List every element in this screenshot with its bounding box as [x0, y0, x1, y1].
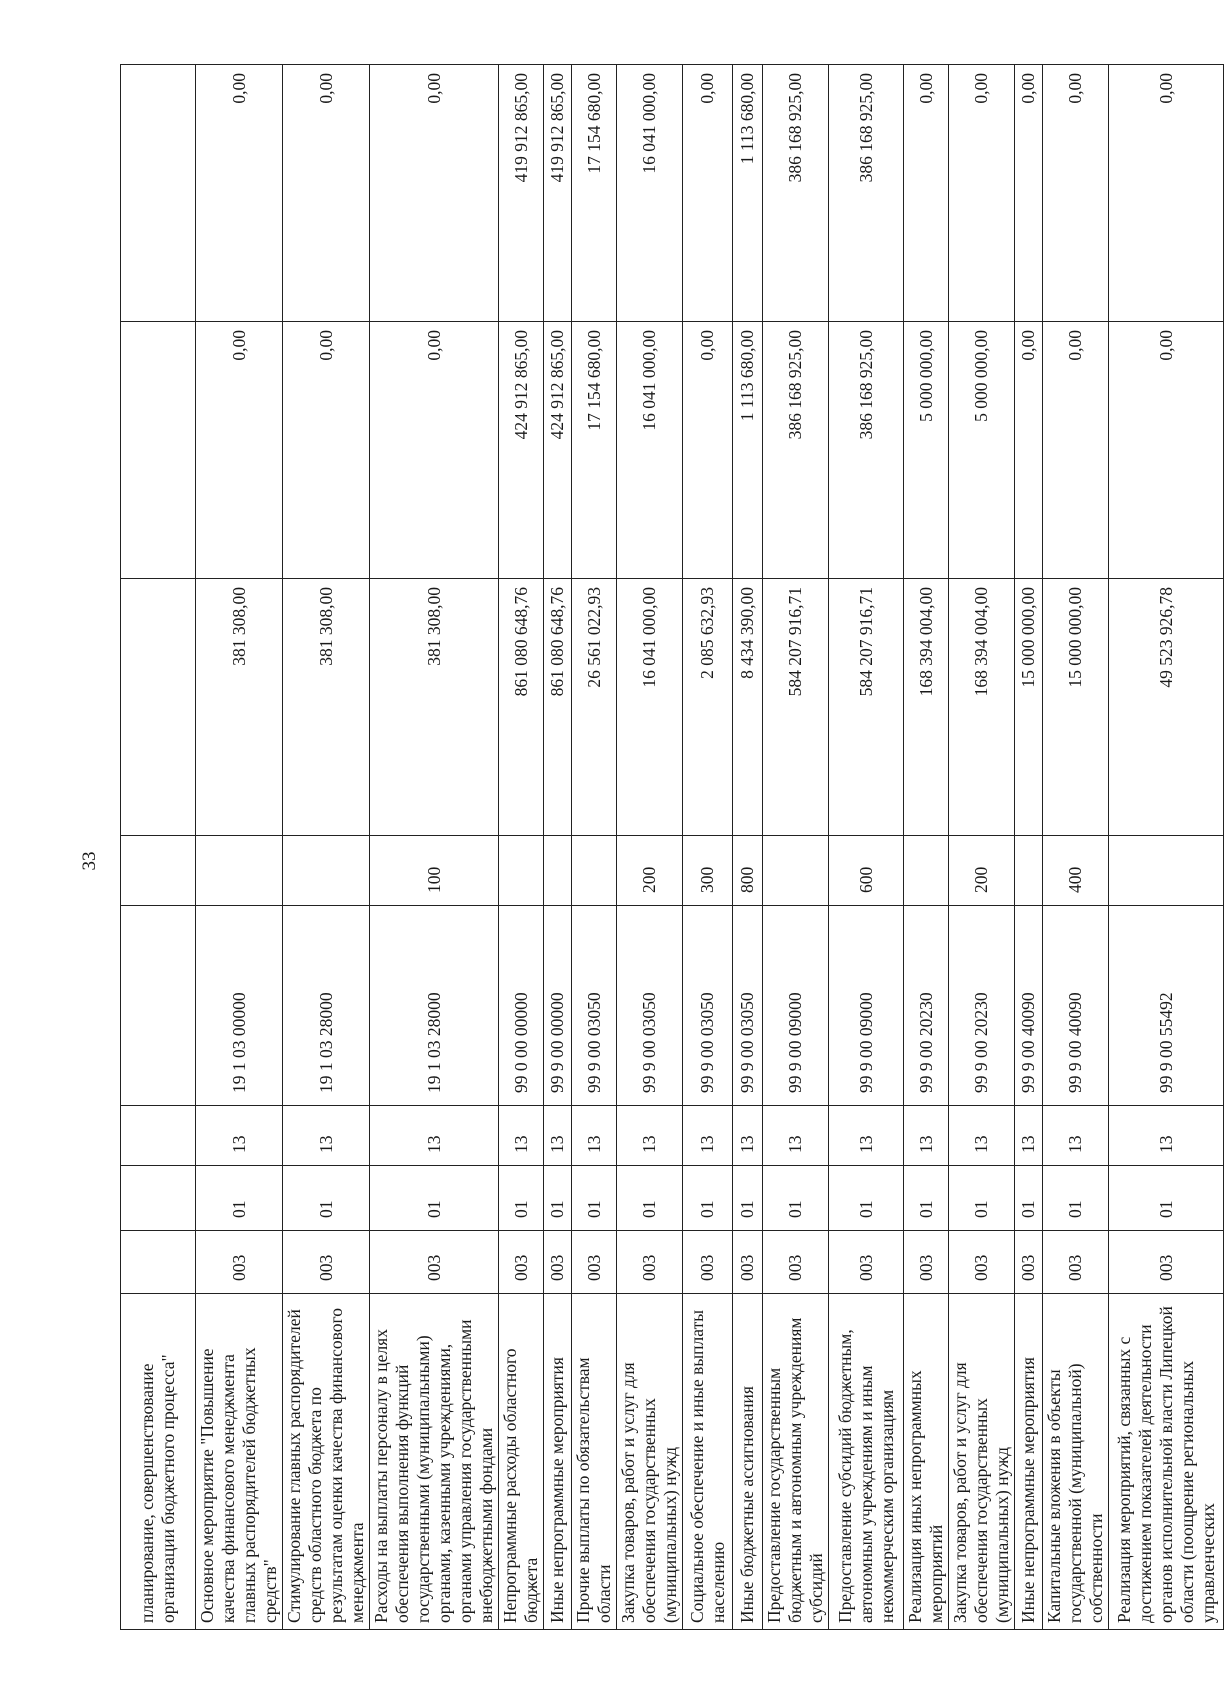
cell-admin: 003 [683, 1231, 733, 1294]
cell-sum1: 8 434 390,00 [733, 579, 763, 836]
cell-admin: 003 [544, 1231, 572, 1294]
cell-admin: 003 [617, 1231, 683, 1294]
table-row [829, 65, 904, 1630]
cell-name: Основное мероприятие "Повышение качества финансового менеджмента главных распорядителей бюджетных средств" [196, 1294, 283, 1630]
table-row [370, 65, 499, 1630]
cell-subsection: 13 [370, 1106, 499, 1166]
table-row [763, 65, 829, 1630]
cell-subsection: 13 [829, 1106, 904, 1166]
cell-sum1: 584 207 916,71 [763, 579, 829, 836]
cell-exp-type [1015, 836, 1043, 906]
cell-admin: 003 [733, 1231, 763, 1294]
cell-sum3: 0,00 [196, 65, 283, 322]
cell-section: 01 [370, 1166, 499, 1231]
cell-sum2: 5 000 000,00 [949, 322, 1015, 579]
cell-subsection: 13 [1015, 1106, 1043, 1166]
cell-admin [121, 1231, 196, 1294]
cell-section: 01 [499, 1166, 544, 1231]
cell-name: Иные бюджетные ассигнования [733, 1294, 763, 1630]
cell-sum1: 381 308,00 [196, 579, 283, 836]
cell-target: 19 1 03 00000 [196, 906, 283, 1106]
cell-sum1: 861 080 648,76 [499, 579, 544, 836]
cell-name: Закупка товаров, работ и услуг для обеспечения государственных (муниципальных) нужд [949, 1294, 1015, 1630]
cell-target: 99 9 00 03050 [733, 906, 763, 1106]
budget-table [120, 64, 1224, 1630]
cell-target [121, 906, 196, 1106]
cell-section: 01 [904, 1166, 949, 1231]
table-row [617, 65, 683, 1630]
cell-section: 01 [544, 1166, 572, 1231]
table-row [1015, 65, 1043, 1630]
cell-exp-type [499, 836, 544, 906]
cell-target: 19 1 03 28000 [283, 906, 370, 1106]
cell-admin: 003 [1043, 1231, 1109, 1294]
cell-sum2 [121, 322, 196, 579]
cell-sum3: 0,00 [1015, 65, 1043, 322]
table-row [904, 65, 949, 1630]
cell-name: Реализация мероприятий, связанных с достижением показателей деятельности органов исполнительной власти Липецкой области (поощрение региональных управленческих [1109, 1294, 1224, 1630]
cell-admin: 003 [370, 1231, 499, 1294]
cell-subsection: 13 [763, 1106, 829, 1166]
cell-target: 19 1 03 28000 [370, 906, 499, 1106]
cell-sum2: 0,00 [683, 322, 733, 579]
cell-sum3: 1 113 680,00 [733, 65, 763, 322]
cell-name: Расходы на выплаты персоналу в целях обеспечения выполнения функций государственными (муниципальными) органами, казенными учреждениями, органами управления государственными внебюджетными фондами [370, 1294, 499, 1630]
cell-sum2: 1 113 680,00 [733, 322, 763, 579]
cell-name: Закупка товаров, работ и услуг для обеспечения государственных (муниципальных) нужд [617, 1294, 683, 1630]
cell-subsection: 13 [1109, 1106, 1224, 1166]
cell-sum2: 0,00 [196, 322, 283, 579]
cell-sum2: 17 154 680,00 [572, 322, 617, 579]
cell-subsection: 13 [733, 1106, 763, 1166]
cell-admin: 003 [904, 1231, 949, 1294]
table-row [1043, 65, 1109, 1630]
cell-sum3: 0,00 [683, 65, 733, 322]
cell-sum3: 0,00 [1109, 65, 1224, 322]
cell-name: Прочие выплаты по обязательствам области [572, 1294, 617, 1630]
cell-sum1: 2 085 632,93 [683, 579, 733, 836]
cell-sum1: 26 561 022,93 [572, 579, 617, 836]
cell-sum3: 386 168 925,00 [829, 65, 904, 322]
cell-exp-type: 100 [370, 836, 499, 906]
cell-sum2: 0,00 [1015, 322, 1043, 579]
cell-name: Стимулирование главных распорядителей средств областного бюджета по результатам оценки качества финансового менеджмента [283, 1294, 370, 1630]
cell-admin: 003 [1015, 1231, 1043, 1294]
cell-sum1: 15 000 000,00 [1015, 579, 1043, 836]
cell-sum2: 5 000 000,00 [904, 322, 949, 579]
cell-exp-type [763, 836, 829, 906]
table-row [733, 65, 763, 1630]
cell-sum2: 424 912 865,00 [544, 322, 572, 579]
cell-exp-type: 200 [617, 836, 683, 906]
cell-target: 99 9 00 00000 [544, 906, 572, 1106]
cell-section: 01 [1015, 1166, 1043, 1231]
cell-subsection: 13 [544, 1106, 572, 1166]
table-body [121, 65, 1224, 1630]
cell-exp-type: 200 [949, 836, 1015, 906]
cell-sum3: 0,00 [283, 65, 370, 322]
cell-admin: 003 [196, 1231, 283, 1294]
cell-name: Непрограммные расходы областного бюджета [499, 1294, 544, 1630]
cell-sum2: 386 168 925,00 [829, 322, 904, 579]
table-row [283, 65, 370, 1630]
cell-admin: 003 [1109, 1231, 1224, 1294]
cell-section: 01 [196, 1166, 283, 1231]
cell-name: Социальное обеспечение и иные выплаты населению [683, 1294, 733, 1630]
cell-target: 99 9 00 55492 [1109, 906, 1224, 1106]
cell-subsection: 13 [683, 1106, 733, 1166]
cell-exp-type [904, 836, 949, 906]
cell-name: Предоставление государственным бюджетным и автономным учреждениям субсидий [763, 1294, 829, 1630]
cell-section: 01 [1109, 1166, 1224, 1231]
cell-exp-type [196, 836, 283, 906]
cell-subsection: 13 [196, 1106, 283, 1166]
table-row [121, 65, 196, 1630]
cell-name: планирование, совершенствование организации бюджетного процесса" [121, 1294, 196, 1630]
table-row [683, 65, 733, 1630]
cell-name: Предоставление субсидий бюджетным, автономным учреждениям и иным некоммерческим организациям [829, 1294, 904, 1630]
cell-exp-type: 600 [829, 836, 904, 906]
table-row [544, 65, 572, 1630]
cell-subsection: 13 [283, 1106, 370, 1166]
cell-subsection: 13 [617, 1106, 683, 1166]
cell-section: 01 [572, 1166, 617, 1231]
cell-name: Иные непрограммные мероприятия [544, 1294, 572, 1630]
cell-target: 99 9 00 20230 [904, 906, 949, 1106]
cell-admin: 003 [829, 1231, 904, 1294]
table-row [196, 65, 283, 1630]
cell-sum3: 0,00 [949, 65, 1015, 322]
cell-name: Капитальные вложения в объекты государственной (муниципальной) собственности [1043, 1294, 1109, 1630]
cell-target: 99 9 00 03050 [617, 906, 683, 1106]
cell-sum2: 0,00 [283, 322, 370, 579]
cell-target: 99 9 00 40090 [1015, 906, 1043, 1106]
cell-exp-type [1109, 836, 1224, 906]
table-row [1109, 65, 1224, 1630]
cell-sum3: 16 041 000,00 [617, 65, 683, 322]
cell-subsection: 13 [572, 1106, 617, 1166]
cell-target: 99 9 00 09000 [829, 906, 904, 1106]
cell-sum3: 419 912 865,00 [544, 65, 572, 322]
cell-section: 01 [829, 1166, 904, 1231]
cell-admin: 003 [283, 1231, 370, 1294]
cell-sum2: 424 912 865,00 [499, 322, 544, 579]
cell-sum3: 0,00 [1043, 65, 1109, 322]
cell-section: 01 [763, 1166, 829, 1231]
cell-subsection: 13 [949, 1106, 1015, 1166]
table-row [572, 65, 617, 1630]
cell-sum2: 0,00 [370, 322, 499, 579]
cell-sum1 [121, 579, 196, 836]
cell-section: 01 [283, 1166, 370, 1231]
cell-sum1: 584 207 916,71 [829, 579, 904, 836]
cell-sum2: 386 168 925,00 [763, 322, 829, 579]
cell-sum3: 386 168 925,00 [763, 65, 829, 322]
cell-section: 01 [617, 1166, 683, 1231]
page-number: 33 [79, 851, 100, 871]
cell-sum3: 0,00 [904, 65, 949, 322]
cell-section: 01 [683, 1166, 733, 1231]
cell-sum2: 16 041 000,00 [617, 322, 683, 579]
cell-sum1: 381 308,00 [283, 579, 370, 836]
cell-sum1: 16 041 000,00 [617, 579, 683, 836]
cell-target: 99 9 00 09000 [763, 906, 829, 1106]
cell-sum1: 381 308,00 [370, 579, 499, 836]
cell-sum1: 15 000 000,00 [1043, 579, 1109, 836]
cell-section [121, 1166, 196, 1231]
rotated-table-container [120, 65, 1218, 1630]
cell-target: 99 9 00 03050 [572, 906, 617, 1106]
cell-subsection: 13 [499, 1106, 544, 1166]
cell-sum2: 0,00 [1109, 322, 1224, 579]
cell-section: 01 [949, 1166, 1015, 1231]
cell-sum3: 419 912 865,00 [499, 65, 544, 322]
cell-sum3 [121, 65, 196, 322]
cell-sum1: 861 080 648,76 [544, 579, 572, 836]
cell-sum1: 168 394 004,00 [949, 579, 1015, 836]
cell-subsection [121, 1106, 196, 1166]
cell-admin: 003 [499, 1231, 544, 1294]
cell-exp-type: 300 [683, 836, 733, 906]
cell-exp-type [544, 836, 572, 906]
cell-exp-type [572, 836, 617, 906]
cell-sum3: 0,00 [370, 65, 499, 322]
cell-sum1: 49 523 926,78 [1109, 579, 1224, 836]
cell-name: Иные непрограммные мероприятия [1015, 1294, 1043, 1630]
table-row [499, 65, 544, 1630]
cell-sum1: 168 394 004,00 [904, 579, 949, 836]
cell-admin: 003 [949, 1231, 1015, 1294]
cell-exp-type [283, 836, 370, 906]
cell-exp-type: 800 [733, 836, 763, 906]
cell-exp-type [121, 836, 196, 906]
cell-subsection: 13 [904, 1106, 949, 1166]
cell-section: 01 [1043, 1166, 1109, 1231]
cell-target: 99 9 00 40090 [1043, 906, 1109, 1106]
cell-admin: 003 [763, 1231, 829, 1294]
cell-sum3: 17 154 680,00 [572, 65, 617, 322]
cell-subsection: 13 [1043, 1106, 1109, 1166]
table-row [949, 65, 1015, 1630]
cell-target: 99 9 00 03050 [683, 906, 733, 1106]
cell-target: 99 0 00 00000 [499, 906, 544, 1106]
cell-target: 99 9 00 20230 [949, 906, 1015, 1106]
cell-sum2: 0,00 [1043, 322, 1109, 579]
cell-name: Реализация иных непрограммных мероприятий [904, 1294, 949, 1630]
cell-section: 01 [733, 1166, 763, 1231]
cell-admin: 003 [572, 1231, 617, 1294]
cell-exp-type: 400 [1043, 836, 1109, 906]
